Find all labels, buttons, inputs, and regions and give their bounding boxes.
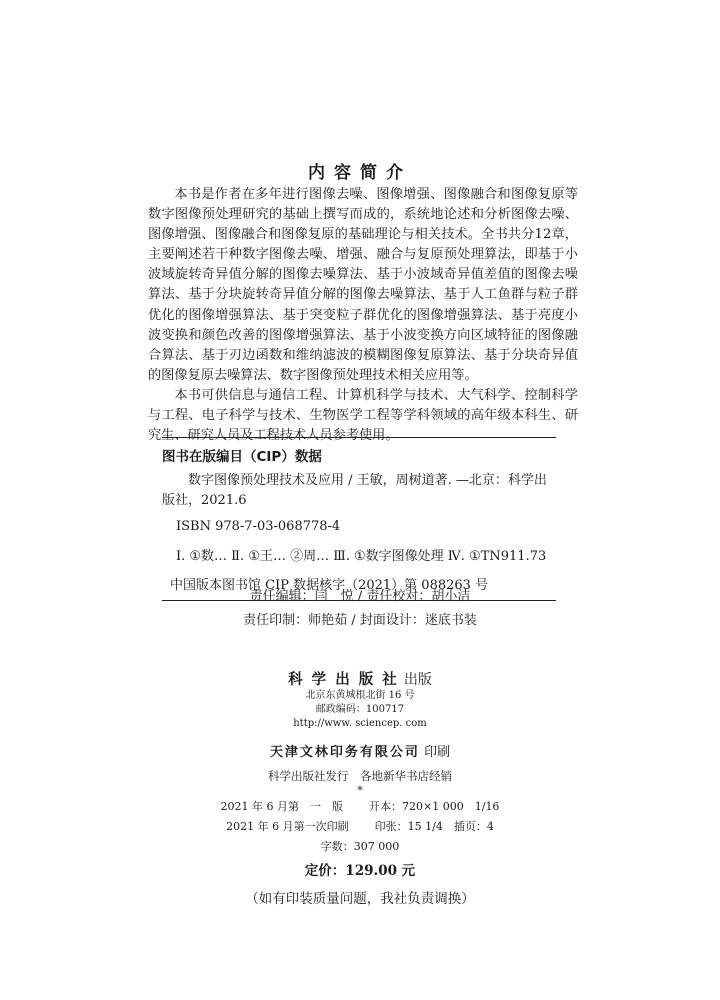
sheet-info: 印张：15 1/4 插页：4: [374, 820, 494, 833]
format-info: 开本：720×1 000 1/16: [369, 800, 500, 813]
intro-body: [148, 185, 578, 446]
cip-isbn: ISBN 978-7-03-068778-4: [176, 519, 341, 534]
cip-heading: 图书在版编目（CIP）数据: [162, 449, 322, 465]
cip-top-rule: [162, 437, 556, 438]
quality-notice: （如有印装质量问题，我社负责调换）: [245, 891, 475, 907]
credits-line-1: [0, 585, 720, 604]
price: 定价：129.00 元: [304, 863, 416, 879]
cip-approval: 中国版本图书馆 CIP 数据核字（2021）第 088263 号: [170, 578, 489, 593]
publisher-postcode: 邮政编码：100717: [315, 704, 405, 715]
printing-line: [0, 817, 720, 837]
distribution-line: 科学出版社发行 各地新华书店经销: [268, 769, 452, 783]
cip-classification: Ⅰ. ①数… Ⅱ. ①王… ②周… Ⅲ. ①数字图像处理 Ⅳ. ①TN911.73: [176, 549, 547, 564]
editor-credit: 责任编辑：闫 悦 / 责任校对：胡小洁: [249, 589, 471, 604]
publisher-block: [0, 668, 720, 907]
edition-line: [0, 797, 720, 817]
printer-line: [0, 741, 720, 760]
intro-paragraph-1: 本书是作者在多年进行图像去噪、图像增强、图像融合和图像复原等数字图像预处理研究的基础上撰写而成的，系统地论述和分析图像去噪、图像增强、图像融合和图像复原的基础理论与相关技术。全书共分12章，主要阐述若干种数字图像去噪、增强、融合与复原预处理算法，即基于小波域旋转奇异值分解的图像去噪算法、基于小波域奇异值差值的图像去噪算法、基于分块旋转奇异值分解的图像去噪算法、基于人工鱼群与粒子群优化的图像增强算法、基于突变粒子群优化的图像增强算法、基于亮度小波变换和颜色改善的图像增强算法、基于小波变换方向区域特征的图像融合算法、基于刃边函数和维纳滤波的模糊图像复原算法、基于分块奇异值的图像复原去噪算法、数字图像预处理技术相关应用等。: [148, 187, 578, 383]
publisher-suffix: 出版: [403, 672, 432, 688]
printing-info: 2021 年 6 月第一次印刷: [226, 820, 349, 833]
intro-paragraph-2: 本书可供信息与通信工程、计算机科学与技术、大气科学、控制科学与工程、电子科学与技术、生物医学工程等学科领域的高年级本科生、研究生、研究人员及工程技术人员参考使用。: [148, 387, 578, 444]
publisher-address: 北京东黄城根北街 16 号: [305, 690, 415, 701]
separator-star: *: [357, 784, 363, 797]
intro-title: 内容简介: [308, 163, 412, 183]
cip-block: [162, 437, 556, 601]
edition-info: 2021 年 6 月第 一 版: [220, 800, 344, 813]
printer-suffix: 印刷: [424, 745, 451, 760]
publisher-name: 科 学 出 版 社: [288, 671, 399, 688]
cip-description: 数字图像预处理技术及应用 / 王敏，周树道著. —北京：科学出版社，2021.6: [162, 473, 547, 508]
credits-line-2: [0, 609, 720, 628]
word-count: 字数：307 000: [320, 840, 400, 853]
publisher-website: http://www. sciencep. com: [293, 718, 427, 729]
production-credit: 责任印制：师艳茹 / 封面设计：迷底书装: [243, 613, 477, 628]
printer-name: 天津文林印务有限公司: [269, 745, 420, 760]
